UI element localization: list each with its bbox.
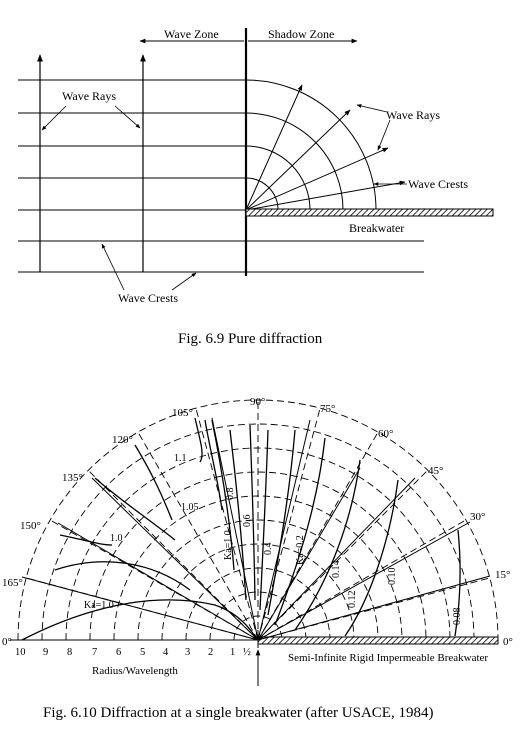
angle-label-120: 120° xyxy=(112,434,133,446)
radius-tick-labels xyxy=(15,647,251,658)
angle-label-165: 165° xyxy=(2,577,23,589)
angle-label-60: 60° xyxy=(378,428,394,440)
angle-line xyxy=(258,470,428,640)
pure-diffraction-figure xyxy=(18,27,493,347)
contour-label-0-6: 0.6 xyxy=(242,514,253,527)
wave-crests-bottom-label: Wave Crests xyxy=(118,291,179,305)
radius-tick-7: 7 xyxy=(92,647,98,658)
contour-label-0-14: 0.14 xyxy=(331,560,342,578)
radius-tick-6: 6 xyxy=(116,647,122,658)
radius-tick-3: 3 xyxy=(185,647,191,658)
contour-label-0-10: 0.10 xyxy=(387,567,398,585)
fig-6-10-caption: Fig. 6.10 Diffraction at a single breakwater (after USACE, 1984) xyxy=(43,705,434,721)
wave-rays-leader-right xyxy=(115,106,140,128)
radius-axis-label: Radius/Wavelength xyxy=(92,665,178,677)
wave-crests-right-label: Wave Crests xyxy=(408,177,469,191)
contour-label-1-1: 1.1 xyxy=(174,453,187,464)
angle-label-90: 90° xyxy=(250,396,266,408)
contour-label-0-8: 0.8 xyxy=(225,487,236,500)
wave-rays-left-label: Wave Rays xyxy=(62,89,117,103)
wave-zone-label: Wave Zone xyxy=(164,27,219,41)
angle-label-30: 30° xyxy=(470,511,486,523)
angle-label-75: 75° xyxy=(320,403,336,415)
contour-label-0-4: 0.4 xyxy=(263,542,274,555)
breakwater-label: Breakwater xyxy=(349,221,405,235)
radius-tick-8: 8 xyxy=(67,647,73,658)
radius-tick-1: 1 xyxy=(230,647,236,658)
breakwater-bar xyxy=(246,209,493,216)
semi-infinite-breakwater xyxy=(258,637,498,644)
single-breakwater-diagram xyxy=(2,396,513,721)
shadow-zone-label: Shadow Zone xyxy=(268,27,335,41)
angle-label-15: 15° xyxy=(495,569,511,581)
contour-label-ka-0-2: Ka=0.2 xyxy=(295,535,306,565)
wave-rays-leader-left xyxy=(42,106,66,130)
angle-label-45: 45° xyxy=(428,465,444,477)
radius-tick-9: 9 xyxy=(43,647,49,658)
contour-label-ka-1-0-vertical: Ka=1.0 xyxy=(223,530,234,560)
contour-label-1-05: 1.05 xyxy=(181,502,199,513)
radius-tick-half: ½ xyxy=(243,647,251,658)
contour-label-1-0-a: 1.0 xyxy=(110,533,123,544)
contour-label-0-08: 0.08 xyxy=(452,607,463,625)
wave-rays-leader-r2 xyxy=(378,120,390,150)
angle-label-0-right: 0° xyxy=(503,636,513,648)
angle-label-0-left: 0° xyxy=(2,636,12,648)
angle-labels xyxy=(2,396,513,648)
breakwater-title-label: Semi-Infinite Rigid Impermeable Breakwater xyxy=(288,652,489,664)
wave-rays-right-label: Wave Rays xyxy=(386,108,441,122)
radius-tick-5: 5 xyxy=(140,647,146,658)
wave-crests-leader-b1 xyxy=(102,244,124,290)
angle-label-150: 150° xyxy=(20,520,41,532)
wave-rays-leader-r1 xyxy=(357,105,387,112)
angle-label-105: 105° xyxy=(172,407,193,419)
fig-6-9-caption: Fig. 6.9 Pure diffraction xyxy=(178,331,323,347)
contour-label-0-12: 0.12 xyxy=(347,590,358,608)
radius-tick-10: 10 xyxy=(15,647,26,658)
radius-tick-4: 4 xyxy=(163,647,169,658)
diffracted-ray-lines xyxy=(246,85,405,210)
wave-crest-lines xyxy=(18,80,424,272)
wave-ray-verticals xyxy=(40,55,143,272)
radius-tick-2: 2 xyxy=(208,647,214,658)
wave-crests-leader-b2 xyxy=(172,273,196,290)
angle-label-135: 135° xyxy=(62,472,83,484)
contour-label-ka-1-0: Ka=1.0 xyxy=(84,600,114,611)
